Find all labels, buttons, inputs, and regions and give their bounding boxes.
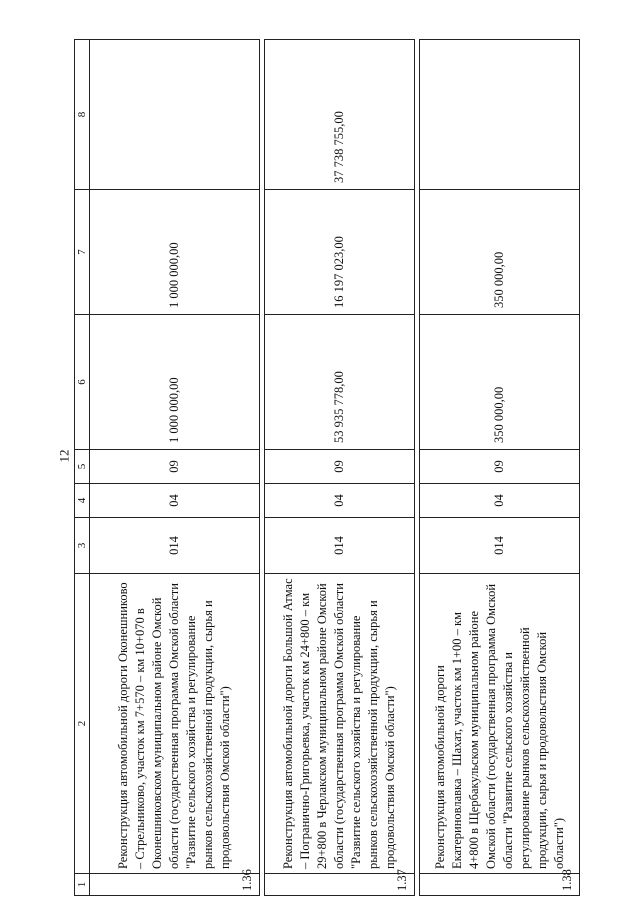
- project-name: Реконструкция автомобильной дороги Оконешниково – Стрельниково, участок км 7+570 – км 10+070 в Оконешниковском муниципальном районе Омской области (государственная программа Омской области "Развитие сельского хозяйства и регулирование рынков сельскохозяйственной продукции, сырья и продовольствия Омской области"): [90, 574, 260, 874]
- col-header-6: 6: [75, 315, 90, 450]
- amount-col7: 16 197 023,00: [265, 190, 415, 315]
- project-name: Реконструкция автомобильной дороги Большой Атмас – Погранично-Григорьевка, участок км 24+800 – км 29+800 в Черлакском муниципальном районе Омской области (государственная программа Омской области "Развитие сельского хозяйства и регулирование рынков сельскохозяйственной продукции, сырья и продовольствия Омской области"): [265, 574, 415, 874]
- code-col4: 04: [90, 484, 260, 518]
- column-number-row: [75, 40, 90, 896]
- amount-col7: 350 000,00: [420, 190, 580, 315]
- code-col3: 014: [420, 518, 580, 574]
- page-number: 12: [56, 449, 72, 463]
- code-col3: 014: [90, 518, 260, 574]
- code-col5: 09: [90, 450, 260, 484]
- amount-col6: 1 000 000,00: [90, 315, 260, 450]
- code-col5: 09: [420, 450, 580, 484]
- col-header-8: 8: [75, 40, 90, 190]
- amount-col6: 350 000,00: [420, 315, 580, 450]
- amount-col7: 1 000 000,00: [90, 190, 260, 315]
- amount-col8: 37 738 755,00: [265, 40, 415, 190]
- project-name: Реконструкция автомобильной дороги Екатериновлавка – Шахат, участок км 1+00 – км 4+800 в Щербакульском муниципальном районе Омской области (государственная программа Омской области "Развитие сельского хозяйства и регулирование рынков сельскохозяйственной продукции, сырья и продовольствия Омской области"): [420, 574, 580, 874]
- col-header-7: 7: [75, 190, 90, 315]
- code-col4: 04: [420, 484, 580, 518]
- col-header-1: 1: [75, 874, 90, 896]
- col-header-3: 3: [75, 518, 90, 574]
- row-number: 1.37: [265, 874, 415, 896]
- code-col4: 04: [265, 484, 415, 518]
- col-header-5: 5: [75, 450, 90, 484]
- row-number: 1.38: [420, 874, 580, 896]
- rotated-table-sheet: [74, 40, 604, 896]
- col-header-2: 2: [75, 574, 90, 874]
- amount-col8: [90, 40, 260, 190]
- table-row: [420, 40, 580, 896]
- table-row: [265, 40, 415, 896]
- amount-col8: [420, 40, 580, 190]
- amount-col6: 53 935 778,00: [265, 315, 415, 450]
- code-col3: 014: [265, 518, 415, 574]
- budget-table: [74, 39, 580, 896]
- col-header-4: 4: [75, 484, 90, 518]
- code-col5: 09: [265, 450, 415, 484]
- row-number: 1.36: [90, 874, 260, 896]
- table-row: [90, 40, 260, 896]
